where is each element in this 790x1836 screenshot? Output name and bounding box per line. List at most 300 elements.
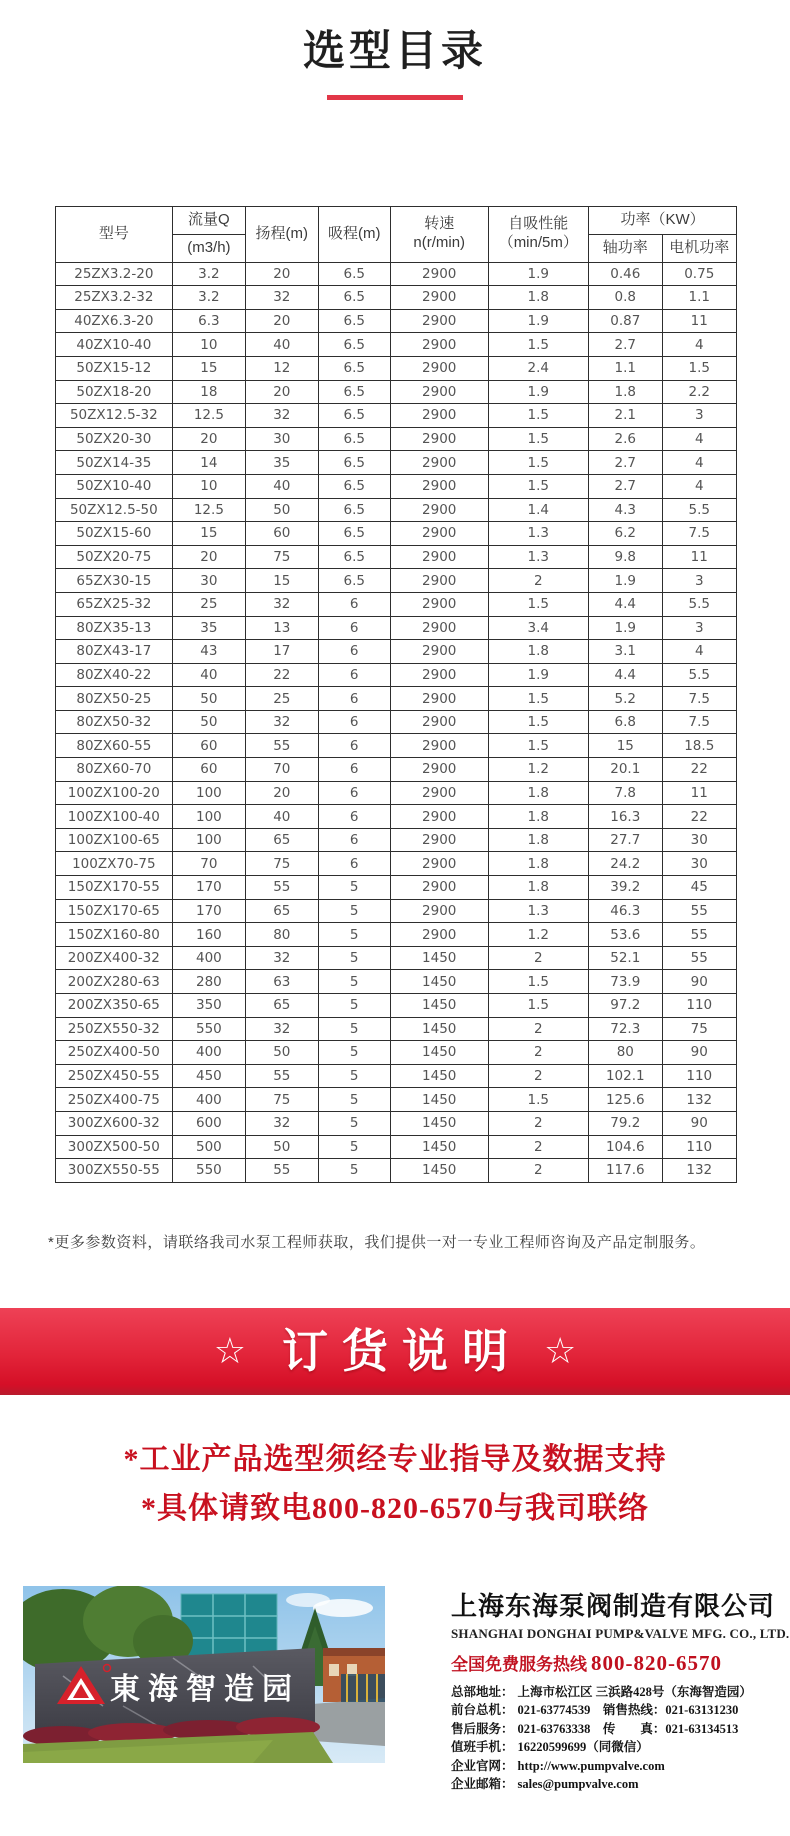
- value-cell: 1.1: [662, 286, 737, 310]
- value-cell: 5: [318, 1088, 390, 1112]
- model-cell: 80ZX60-70: [56, 758, 173, 782]
- value-cell: 20: [172, 545, 245, 569]
- table-row: [56, 569, 737, 593]
- value-cell: 6.5: [318, 309, 390, 333]
- value-cell: 7.8: [589, 781, 662, 805]
- value-cell: 2900: [390, 592, 488, 616]
- value-cell: 15: [172, 522, 245, 546]
- value-cell: 20: [246, 380, 318, 404]
- notice-line: *具体请致电800-820-6570与我司联络: [141, 1492, 649, 1526]
- value-cell: 65: [246, 899, 318, 923]
- value-cell: 60: [172, 734, 245, 758]
- star-icon: ☆: [213, 1330, 246, 1372]
- value-cell: 6.5: [318, 498, 390, 522]
- contact-line-email: 企业邮箱： sales@pumpvalve.com: [451, 1777, 639, 1792]
- contact-line-front-desk: 前台总机： 021-63774539 销售热线：021-63131230: [451, 1703, 739, 1718]
- value-cell: 10: [172, 333, 245, 357]
- value-cell: 1450: [390, 946, 488, 970]
- order-instructions-banner: [0, 1308, 790, 1395]
- value-cell: 280: [172, 970, 245, 994]
- value-cell: 32: [246, 1111, 318, 1135]
- value-cell: 32: [246, 404, 318, 428]
- model-cell: 65ZX30-15: [56, 569, 173, 593]
- value-cell: 50: [172, 710, 245, 734]
- value-cell: 27.7: [589, 828, 662, 852]
- value-cell: 7.5: [662, 687, 737, 711]
- value-cell: 1.8: [488, 781, 589, 805]
- value-cell: 65: [246, 994, 318, 1018]
- value-cell: 2: [488, 569, 589, 593]
- table-row: [56, 380, 737, 404]
- value-cell: 39.2: [589, 876, 662, 900]
- value-cell: 5.5: [662, 592, 737, 616]
- value-cell: 1.5: [488, 1088, 589, 1112]
- value-cell: 3.2: [172, 262, 245, 286]
- value-cell: 11: [662, 309, 737, 333]
- model-cell: 50ZX12.5-50: [56, 498, 173, 522]
- value-cell: 1.4: [488, 498, 589, 522]
- col-header-suction: 吸程(m): [318, 206, 390, 262]
- value-cell: 1.8: [488, 876, 589, 900]
- value-cell: 1.5: [662, 356, 737, 380]
- table-row: [56, 1088, 737, 1112]
- value-cell: 117.6: [589, 1159, 662, 1183]
- contact-line-mobile: 值班手机： 16220599699（同微信）: [451, 1740, 649, 1755]
- value-cell: 5: [318, 923, 390, 947]
- value-cell: 4.4: [589, 592, 662, 616]
- value-cell: 55: [246, 1064, 318, 1088]
- value-cell: 75: [662, 1017, 737, 1041]
- value-cell: 2900: [390, 451, 488, 475]
- col-header-model: 型号: [56, 206, 173, 262]
- value-cell: 1.8: [488, 852, 589, 876]
- value-cell: 35: [246, 451, 318, 475]
- model-cell: 25ZX3.2-20: [56, 262, 173, 286]
- value-cell: 6.5: [318, 474, 390, 498]
- value-cell: 30: [662, 852, 737, 876]
- value-cell: 12: [246, 356, 318, 380]
- value-cell: 35: [172, 616, 245, 640]
- value-cell: 52.1: [589, 946, 662, 970]
- model-cell: 25ZX3.2-32: [56, 286, 173, 310]
- model-cell: 40ZX10-40: [56, 333, 173, 357]
- value-cell: 15: [172, 356, 245, 380]
- value-cell: 450: [172, 1064, 245, 1088]
- value-cell: 2900: [390, 427, 488, 451]
- value-cell: 6.5: [318, 522, 390, 546]
- value-cell: 1450: [390, 1159, 488, 1183]
- value-cell: 6: [318, 758, 390, 782]
- table-row: [56, 923, 737, 947]
- spec-table-header: [56, 206, 737, 262]
- value-cell: 32: [246, 946, 318, 970]
- col-header-flow-unit: (m3/h): [172, 234, 245, 262]
- value-cell: 2900: [390, 286, 488, 310]
- value-cell: 6.5: [318, 262, 390, 286]
- value-cell: 132: [662, 1159, 737, 1183]
- value-cell: 55: [246, 734, 318, 758]
- model-cell: 80ZX50-32: [56, 710, 173, 734]
- value-cell: 50: [246, 1041, 318, 1065]
- value-cell: 500: [172, 1135, 245, 1159]
- value-cell: 43: [172, 640, 245, 664]
- value-cell: 55: [662, 946, 737, 970]
- value-cell: 1.9: [488, 309, 589, 333]
- value-cell: 2900: [390, 876, 488, 900]
- value-cell: 7.5: [662, 522, 737, 546]
- value-cell: 40: [246, 333, 318, 357]
- col-header-speed: 转速 n(r/min): [390, 206, 488, 262]
- table-row: [56, 451, 737, 475]
- table-row: [56, 333, 737, 357]
- table-row: [56, 1041, 737, 1065]
- value-cell: 1.5: [488, 994, 589, 1018]
- value-cell: 55: [246, 876, 318, 900]
- value-cell: 5: [318, 946, 390, 970]
- model-cell: 250ZX550-32: [56, 1017, 173, 1041]
- value-cell: 2.1: [589, 404, 662, 428]
- model-cell: 50ZX15-12: [56, 356, 173, 380]
- sign-text: 東海智造园: [110, 1671, 300, 1707]
- value-cell: 12.5: [172, 498, 245, 522]
- value-cell: 90: [662, 1041, 737, 1065]
- company-name-en: SHANGHAI DONGHAI PUMP&VALVE MFG. CO., LTD.: [451, 1625, 790, 1641]
- value-cell: 2.6: [589, 427, 662, 451]
- value-cell: 60: [172, 758, 245, 782]
- table-row: [56, 262, 737, 286]
- value-cell: 6.5: [318, 356, 390, 380]
- contact-line-after-sales: 售后服务： 021-63763338 传 真：021-63134513: [451, 1721, 739, 1736]
- value-cell: 2900: [390, 899, 488, 923]
- value-cell: 2: [488, 1041, 589, 1065]
- table-row: [56, 356, 737, 380]
- value-cell: 32: [246, 286, 318, 310]
- value-cell: 30: [246, 427, 318, 451]
- value-cell: 50: [246, 1135, 318, 1159]
- col-header-flow: 流量Q: [172, 206, 245, 234]
- value-cell: 5: [318, 994, 390, 1018]
- model-cell: 50ZX12.5-32: [56, 404, 173, 428]
- value-cell: 2900: [390, 333, 488, 357]
- value-cell: 1.3: [488, 522, 589, 546]
- value-cell: 550: [172, 1017, 245, 1041]
- value-cell: 18.5: [662, 734, 737, 758]
- value-cell: 2900: [390, 404, 488, 428]
- value-cell: 72.3: [589, 1017, 662, 1041]
- value-cell: 14: [172, 451, 245, 475]
- table-row: [56, 663, 737, 687]
- value-cell: 6.5: [318, 545, 390, 569]
- value-cell: 6.8: [589, 710, 662, 734]
- value-cell: 4: [662, 333, 737, 357]
- table-row: [56, 1135, 737, 1159]
- value-cell: 2: [488, 946, 589, 970]
- value-cell: 6: [318, 616, 390, 640]
- value-cell: 1.2: [488, 923, 589, 947]
- value-cell: 1.5: [488, 710, 589, 734]
- value-cell: 5: [318, 970, 390, 994]
- value-cell: 7.5: [662, 710, 737, 734]
- value-cell: 1.5: [488, 687, 589, 711]
- model-cell: 80ZX40-22: [56, 663, 173, 687]
- model-cell: 80ZX35-13: [56, 616, 173, 640]
- value-cell: 400: [172, 1088, 245, 1112]
- col-header-shaft-power: 轴功率: [589, 234, 662, 262]
- model-cell: 80ZX60-55: [56, 734, 173, 758]
- value-cell: 55: [246, 1159, 318, 1183]
- value-cell: 2900: [390, 663, 488, 687]
- value-cell: 1450: [390, 1041, 488, 1065]
- service-hotline: 全国免费服务热线 800-820-6570: [451, 1650, 722, 1675]
- value-cell: 3.2: [172, 286, 245, 310]
- value-cell: 90: [662, 1111, 737, 1135]
- value-cell: 1.8: [589, 380, 662, 404]
- value-cell: 20: [172, 427, 245, 451]
- value-cell: 2900: [390, 616, 488, 640]
- value-cell: 0.75: [662, 262, 737, 286]
- col-header-motor-power: 电机功率: [662, 234, 737, 262]
- value-cell: 2: [488, 1159, 589, 1183]
- star-icon: ☆: [544, 1330, 577, 1372]
- model-cell: 100ZX100-40: [56, 805, 173, 829]
- value-cell: 1.9: [589, 569, 662, 593]
- value-cell: 2.7: [589, 451, 662, 475]
- table-row: [56, 1017, 737, 1041]
- value-cell: 73.9: [589, 970, 662, 994]
- footnote: *更多参数资料，请联络我司水泵工程师获取，我们提供一对一专业工程师咨询及产品定制服务。: [48, 1233, 706, 1251]
- table-row: [56, 427, 737, 451]
- value-cell: 6: [318, 687, 390, 711]
- model-cell: 100ZX70-75: [56, 852, 173, 876]
- value-cell: 3: [662, 569, 737, 593]
- value-cell: 6.5: [318, 333, 390, 357]
- value-cell: 125.6: [589, 1088, 662, 1112]
- value-cell: 40: [246, 805, 318, 829]
- model-cell: 40ZX6.3-20: [56, 309, 173, 333]
- value-cell: 1450: [390, 1135, 488, 1159]
- value-cell: 1.2: [488, 758, 589, 782]
- value-cell: 1.5: [488, 970, 589, 994]
- company-name-cn: 上海东海泵阀制造有限公司: [451, 1590, 776, 1621]
- model-cell: 300ZX600-32: [56, 1111, 173, 1135]
- model-cell: 50ZX20-30: [56, 427, 173, 451]
- title-section: [0, 0, 790, 100]
- value-cell: 6: [318, 852, 390, 876]
- model-cell: 200ZX280-63: [56, 970, 173, 994]
- value-cell: 400: [172, 1041, 245, 1065]
- table-row: [56, 1111, 737, 1135]
- value-cell: 5: [318, 1111, 390, 1135]
- col-header-power-group: 功率（KW）: [589, 206, 737, 234]
- notice-block: [0, 1435, 790, 1534]
- model-cell: 300ZX500-50: [56, 1135, 173, 1159]
- value-cell: 53.6: [589, 923, 662, 947]
- model-cell: 250ZX400-50: [56, 1041, 173, 1065]
- value-cell: 5: [318, 1017, 390, 1041]
- value-cell: 18: [172, 380, 245, 404]
- title-underline: [327, 95, 463, 100]
- value-cell: 2900: [390, 852, 488, 876]
- value-cell: 1.5: [488, 734, 589, 758]
- table-row: [56, 309, 737, 333]
- value-cell: 22: [246, 663, 318, 687]
- value-cell: 5.5: [662, 498, 737, 522]
- value-cell: 2.4: [488, 356, 589, 380]
- factory-photo: [23, 1586, 385, 1763]
- value-cell: 1.9: [589, 616, 662, 640]
- value-cell: 6: [318, 734, 390, 758]
- value-cell: 65: [246, 828, 318, 852]
- table-row: [56, 970, 737, 994]
- value-cell: 5.5: [662, 663, 737, 687]
- table-row: [56, 640, 737, 664]
- value-cell: 75: [246, 852, 318, 876]
- value-cell: 32: [246, 1017, 318, 1041]
- value-cell: 1450: [390, 994, 488, 1018]
- value-cell: 2900: [390, 734, 488, 758]
- value-cell: 5.2: [589, 687, 662, 711]
- model-cell: 50ZX18-20: [56, 380, 173, 404]
- value-cell: 4: [662, 427, 737, 451]
- value-cell: 40: [172, 663, 245, 687]
- value-cell: 6: [318, 710, 390, 734]
- page-title: 选型目录: [302, 27, 487, 74]
- table-row: [56, 946, 737, 970]
- value-cell: 20: [246, 781, 318, 805]
- table-row: [56, 828, 737, 852]
- value-cell: 97.2: [589, 994, 662, 1018]
- value-cell: 3.1: [589, 640, 662, 664]
- value-cell: 24.2: [589, 852, 662, 876]
- table-row: [56, 899, 737, 923]
- value-cell: 10: [172, 474, 245, 498]
- value-cell: 6.5: [318, 569, 390, 593]
- table-row: [56, 404, 737, 428]
- value-cell: 100: [172, 828, 245, 852]
- value-cell: 16.3: [589, 805, 662, 829]
- company-info: [451, 1586, 790, 1794]
- value-cell: 15: [589, 734, 662, 758]
- table-row: [56, 522, 737, 546]
- value-cell: 25: [246, 687, 318, 711]
- model-cell: 50ZX10-40: [56, 474, 173, 498]
- value-cell: 2900: [390, 545, 488, 569]
- pump-spec-table: [55, 206, 737, 1183]
- value-cell: 80: [246, 923, 318, 947]
- value-cell: 104.6: [589, 1135, 662, 1159]
- value-cell: 22: [662, 758, 737, 782]
- table-row: [56, 498, 737, 522]
- value-cell: 3.4: [488, 616, 589, 640]
- model-cell: 250ZX400-75: [56, 1088, 173, 1112]
- value-cell: 2900: [390, 522, 488, 546]
- value-cell: 4.3: [589, 498, 662, 522]
- model-cell: 150ZX170-65: [56, 899, 173, 923]
- value-cell: 20: [246, 309, 318, 333]
- value-cell: 5: [318, 899, 390, 923]
- value-cell: 30: [172, 569, 245, 593]
- contact-line-website: 企业官网： http://www.pumpvalve.com: [451, 1758, 665, 1773]
- table-row: [56, 592, 737, 616]
- value-cell: 110: [662, 1064, 737, 1088]
- value-cell: 1.5: [488, 474, 589, 498]
- value-cell: 600: [172, 1111, 245, 1135]
- value-cell: 79.2: [589, 1111, 662, 1135]
- value-cell: 55: [662, 899, 737, 923]
- value-cell: 60: [246, 522, 318, 546]
- table-row: [56, 852, 737, 876]
- value-cell: 45: [662, 876, 737, 900]
- value-cell: 100: [172, 805, 245, 829]
- model-cell: 50ZX14-35: [56, 451, 173, 475]
- value-cell: 6: [318, 828, 390, 852]
- model-cell: 150ZX160-80: [56, 923, 173, 947]
- value-cell: 1.8: [488, 286, 589, 310]
- value-cell: 0.46: [589, 262, 662, 286]
- value-cell: 1.3: [488, 899, 589, 923]
- value-cell: 6.5: [318, 427, 390, 451]
- table-row: [56, 1064, 737, 1088]
- value-cell: 1.5: [488, 451, 589, 475]
- value-cell: 0.87: [589, 309, 662, 333]
- value-cell: 2.2: [662, 380, 737, 404]
- value-cell: 2900: [390, 687, 488, 711]
- value-cell: 1450: [390, 1088, 488, 1112]
- value-cell: 15: [246, 569, 318, 593]
- value-cell: 1.8: [488, 828, 589, 852]
- spec-table-body: [56, 262, 737, 1182]
- model-cell: 200ZX400-32: [56, 946, 173, 970]
- value-cell: 46.3: [589, 899, 662, 923]
- value-cell: 5: [318, 1159, 390, 1183]
- value-cell: 80: [589, 1041, 662, 1065]
- value-cell: 110: [662, 1135, 737, 1159]
- col-header-head: 扬程(m): [246, 206, 318, 262]
- value-cell: 11: [662, 781, 737, 805]
- value-cell: 5: [318, 1041, 390, 1065]
- table-row: [56, 758, 737, 782]
- value-cell: 1.5: [488, 427, 589, 451]
- value-cell: 6.5: [318, 286, 390, 310]
- banner-title: 订货说明: [282, 1325, 522, 1378]
- value-cell: 50: [246, 498, 318, 522]
- value-cell: 5: [318, 876, 390, 900]
- value-cell: 1450: [390, 1017, 488, 1041]
- table-row: [56, 710, 737, 734]
- value-cell: 6.5: [318, 380, 390, 404]
- value-cell: 2900: [390, 498, 488, 522]
- model-cell: 300ZX550-55: [56, 1159, 173, 1183]
- value-cell: 40: [246, 474, 318, 498]
- value-cell: 20: [246, 262, 318, 286]
- value-cell: 1.5: [488, 404, 589, 428]
- table-row: [56, 545, 737, 569]
- model-cell: 50ZX20-75: [56, 545, 173, 569]
- value-cell: 2900: [390, 380, 488, 404]
- value-cell: 25: [172, 592, 245, 616]
- value-cell: 9.8: [589, 545, 662, 569]
- table-row: [56, 734, 737, 758]
- table-row: [56, 286, 737, 310]
- model-cell: 100ZX100-65: [56, 828, 173, 852]
- value-cell: 1.1: [589, 356, 662, 380]
- value-cell: 400: [172, 946, 245, 970]
- table-row: [56, 616, 737, 640]
- value-cell: 5: [318, 1064, 390, 1088]
- value-cell: 2900: [390, 262, 488, 286]
- model-cell: 200ZX350-65: [56, 994, 173, 1018]
- value-cell: 160: [172, 923, 245, 947]
